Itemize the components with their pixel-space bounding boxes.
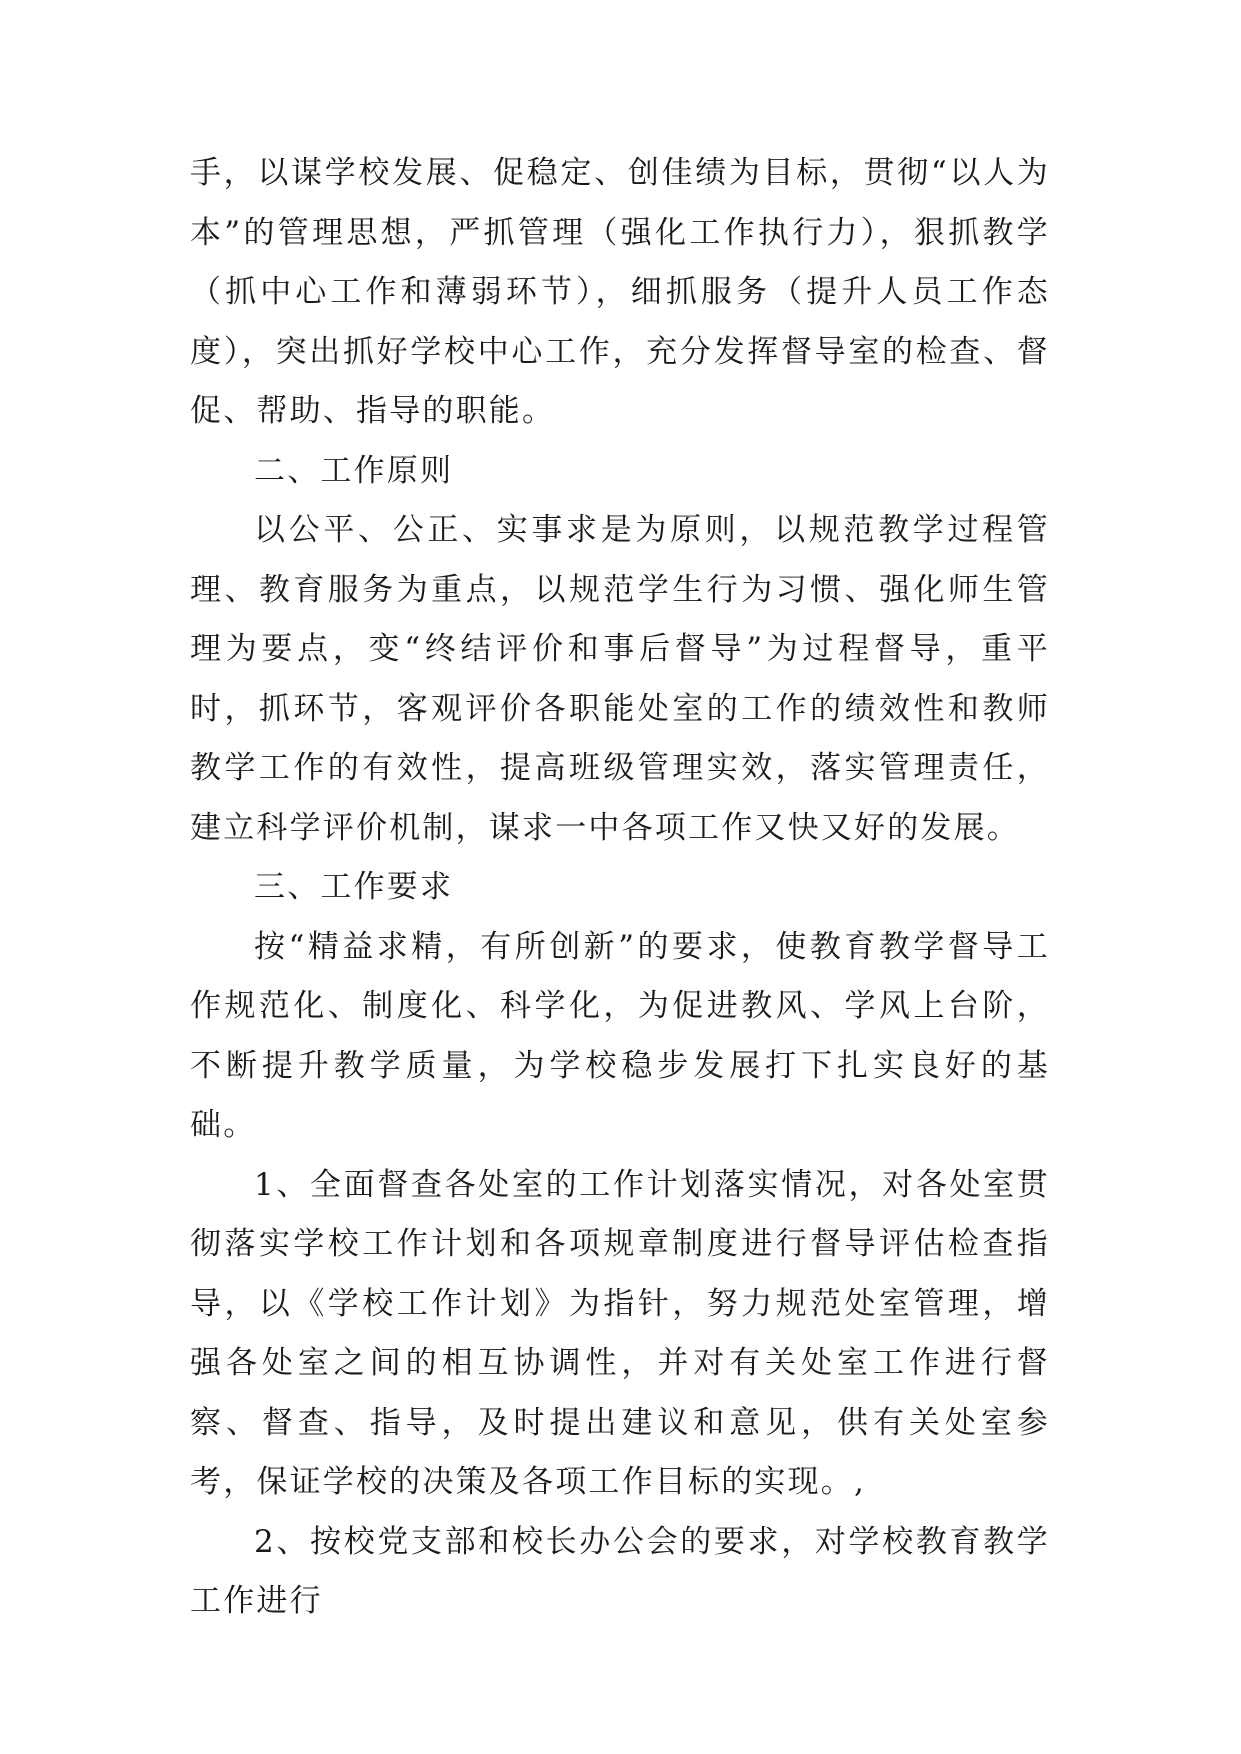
section-heading-work-principles: 二、工作原则 — [254, 452, 454, 489]
section-heading-work-requirements: 三、工作要求 — [254, 869, 454, 905]
work-principles-paragraph: 以公平、公正、实事求是为原则，以规范教学过程管理、教育服务为重点，以规范学生行为习惯、强化师生管理为要点，变“终结评价和事后督导”为过程督导，重平时，抓环节，客观评价各职能处室的工作的绩效性和教师教学工作的有效性，提高班级管理实效，落实管理责任，建立科学评价机制，谋求一中各项工作又快又好的发展。 — [190, 512, 1050, 846]
document-page — [190, 144, 1050, 1632]
requirement-item-2: 2、按校党支部和校长办公会的要求，对学校教育教学工作进行 — [190, 1523, 1050, 1619]
requirement-item-1: 1、全面督查各处室的工作计划落实情况，对各处室贯彻落实学校工作计划和各项规章制度进行督导评估检查指导，以《学校工作计划》为指针，努力规范处室管理，增强各处室之间的相互协调性，并对有关处室工作进行督察、督查、指导，及时提出建议和意见，供有关处室参考，保证学校的决策及各项工作目标的实现。, — [190, 1166, 1050, 1500]
work-requirements-paragraph: 按“精益求精，有所创新”的要求，使教育教学督导工作规范化、制度化、科学化，为促进教风、学风上台阶，不断提升教学质量，为学校稳步发展打下扎实良好的基础。 — [190, 928, 1050, 1143]
intro-continuation-paragraph: 手，以谋学校发展、促稳定、创佳绩为目标，贯彻“以人为本”的管理思想，严抓管理（强化工作执行力），狠抓教学（抓中心工作和薄弱环节），细抓服务（提升人员工作态度），突出抓好学校中心工作，充分发挥督导室的检查、督促、帮助、指导的职能。 — [190, 155, 1050, 429]
